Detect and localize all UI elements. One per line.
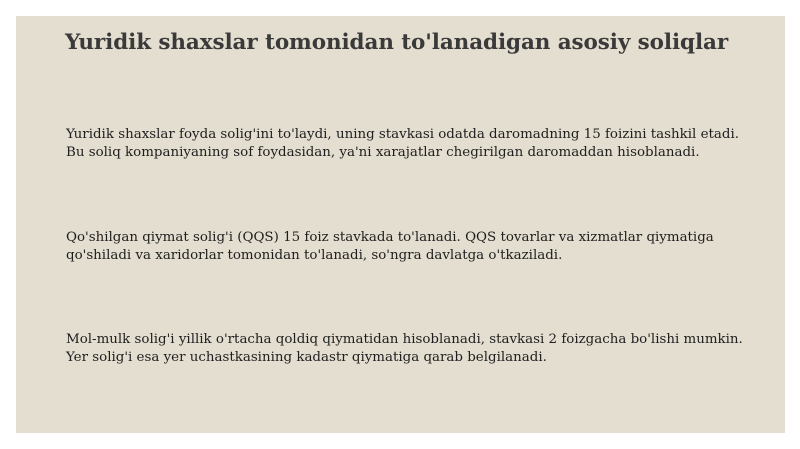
paragraph-profit-tax: Yuridik shaxslar foyda solig'ini to'laydi, uning stavkasi odatda daromadning 15 foizini tashkil etadi. Bu soliq kompaniyaning sof foydasidan, ya'ni xarajatlar chegirilgan daromaddan hisoblanadi.	[66, 127, 739, 160]
paragraph-property-tax: Mol-mulk solig'i yillik o'rtacha qoldiq qiymatidan hisoblanadi, stavkasi 2 foizgacha bo'lishi mumkin. Yer solig'i esa yer uchastkasining kadastr qiymatiga qarab belgilanadi.	[66, 332, 743, 365]
slide-title: Yuridik shaxslar tomonidan to'lanadigan asosiy soliqlar	[65, 30, 729, 55]
paragraph-vat: Qo'shilgan qiymat solig'i (QQS) 15 foiz stavkada to'lanadi. QQS tovarlar va xizmatlar qiymatiga qo'shiladi va xaridorlar tomonidan to'lanadi, so'ngra davlatga o'tkaziladi.	[66, 230, 714, 263]
slide	[16, 16, 785, 433]
